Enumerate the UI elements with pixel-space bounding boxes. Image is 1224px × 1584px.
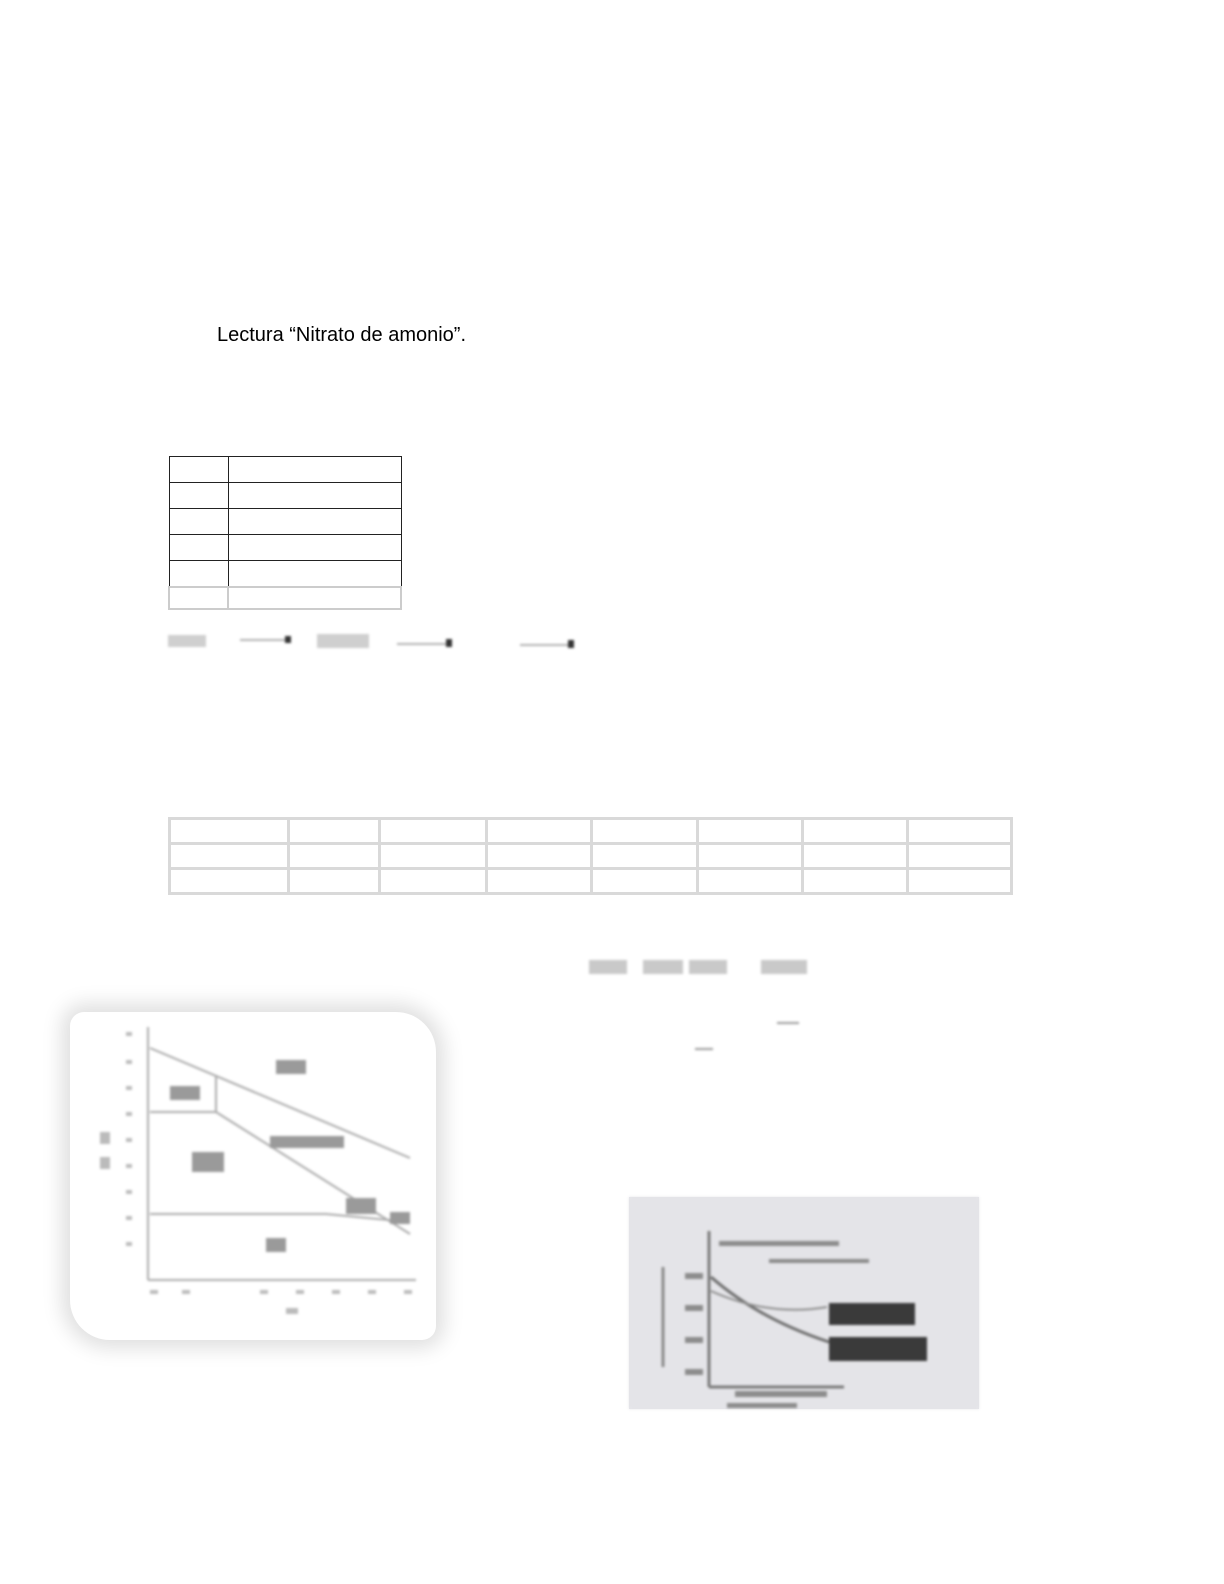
phase-diagram-drawing [70, 1012, 436, 1340]
reaction-chain-image [165, 628, 595, 658]
small-table [168, 456, 402, 610]
wide-table [168, 817, 1013, 895]
table-row [169, 457, 401, 483]
table-row [169, 535, 401, 561]
scanned-plot-image [629, 1197, 979, 1409]
page-heading: Lectura “Nitrato de amonio”. [217, 324, 467, 346]
scanned-plot-drawing [629, 1197, 979, 1409]
table-row [170, 869, 1012, 894]
table-row [169, 587, 401, 609]
equation-image [585, 955, 815, 1055]
table-row [170, 819, 1012, 844]
table-row [169, 483, 401, 509]
table-row [169, 561, 401, 588]
table-row [170, 844, 1012, 869]
phase-diagram-image [70, 1012, 436, 1340]
table-row [169, 509, 401, 535]
